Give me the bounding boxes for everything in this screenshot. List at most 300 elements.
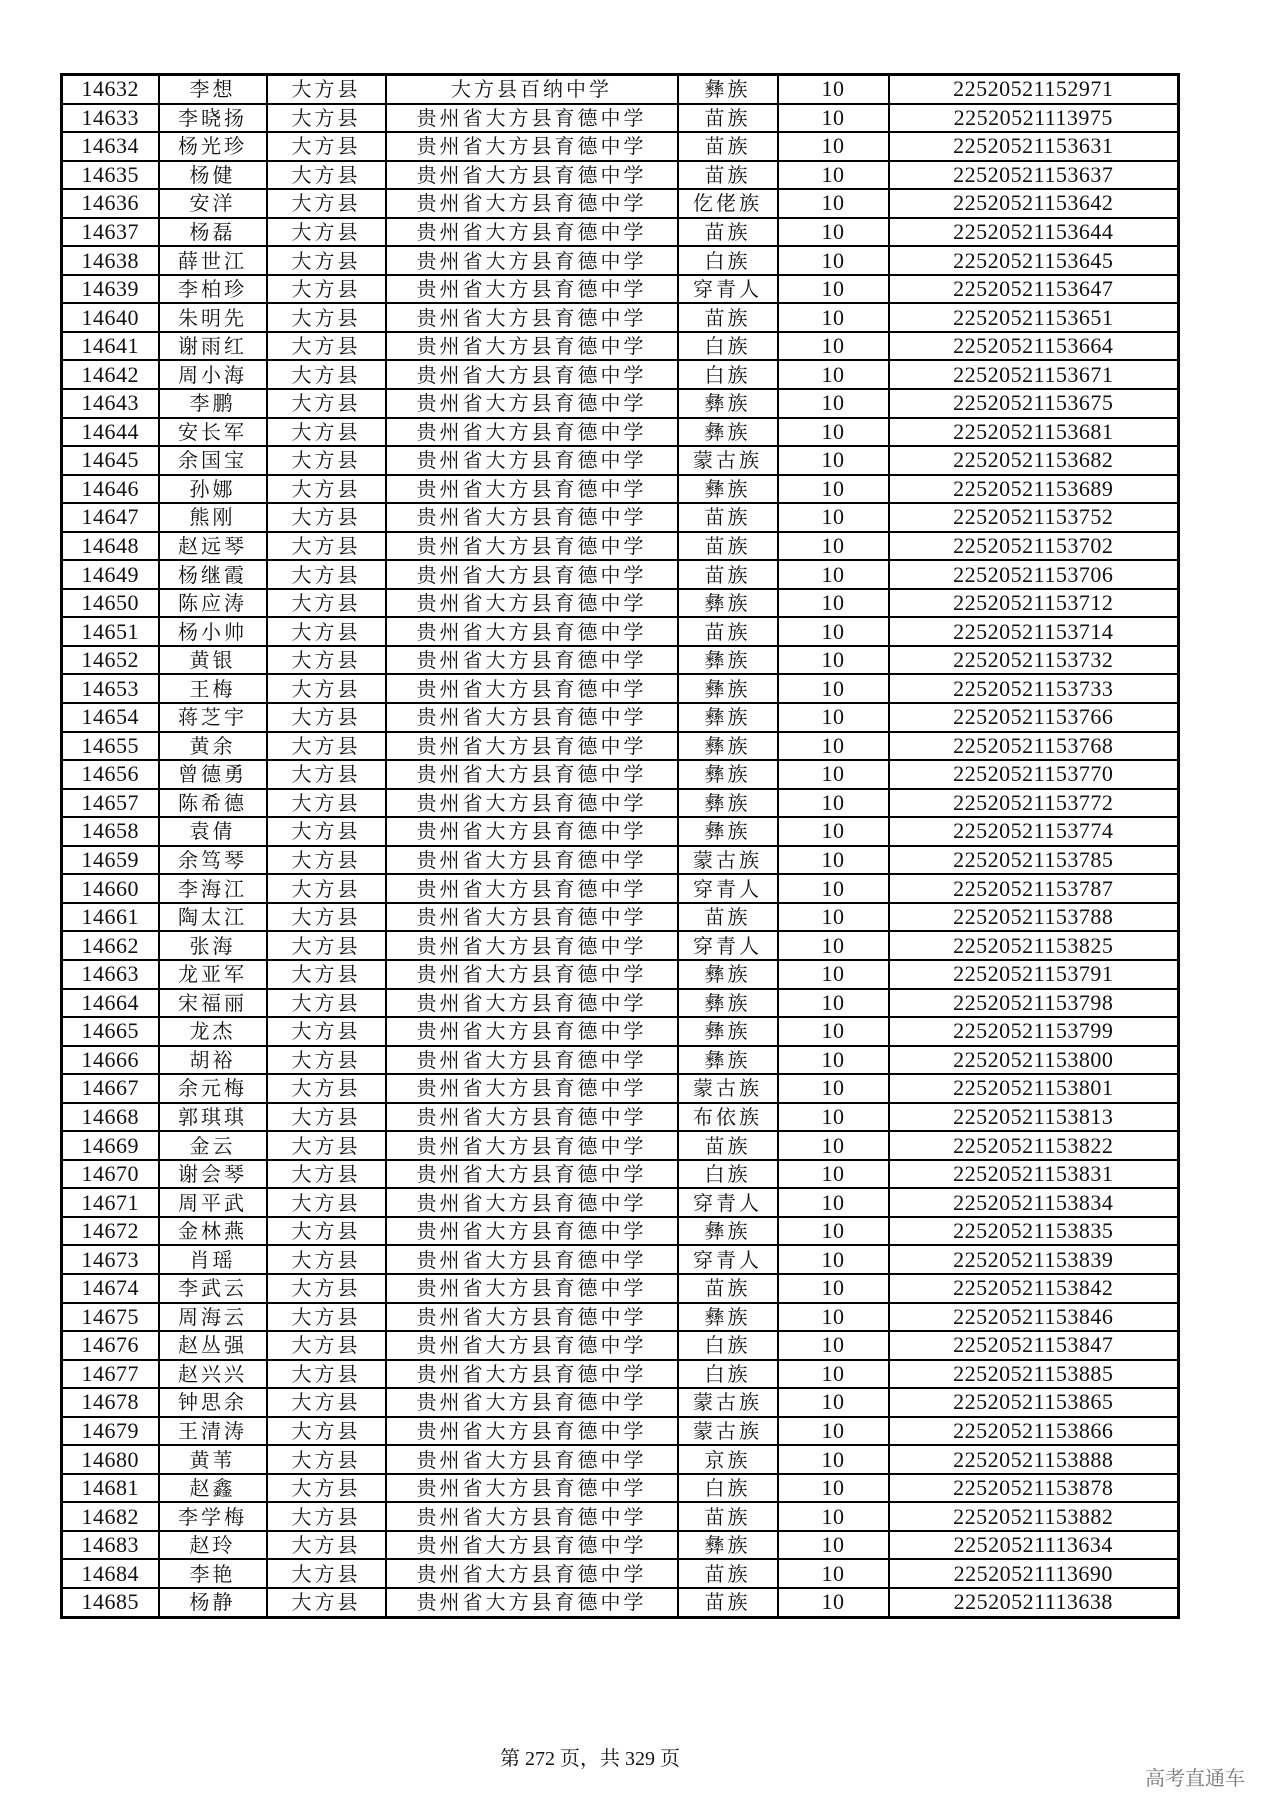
table-row <box>62 1131 1179 1160</box>
table-row <box>62 1217 1179 1246</box>
school-cell: 贵州省大方县育德中学 <box>386 1417 678 1446</box>
seq-cell: 14671 <box>62 1188 159 1217</box>
county-cell: 大方县 <box>267 703 386 732</box>
points-cell: 10 <box>778 1588 889 1617</box>
seq-cell: 14664 <box>62 989 159 1018</box>
points-cell: 10 <box>778 617 889 646</box>
table-row <box>62 332 1179 361</box>
name-cell: 余国宝 <box>159 446 267 475</box>
name-cell: 黄余 <box>159 732 267 761</box>
exam-id-cell: 22520521153706 <box>889 560 1179 589</box>
name-cell: 李学梅 <box>159 1502 267 1531</box>
school-cell: 贵州省大方县育德中学 <box>386 1474 678 1503</box>
seq-cell: 14668 <box>62 1103 159 1132</box>
school-cell: 贵州省大方县育德中学 <box>386 1588 678 1617</box>
exam-id-cell: 22520521153791 <box>889 960 1179 989</box>
school-cell: 贵州省大方县育德中学 <box>386 703 678 732</box>
exam-id-cell: 22520521153647 <box>889 275 1179 304</box>
points-cell: 10 <box>778 931 889 960</box>
ethnicity-cell: 彝族 <box>678 674 778 703</box>
ethnicity-cell: 蒙古族 <box>678 1074 778 1103</box>
table-row <box>62 589 1179 618</box>
county-cell: 大方县 <box>267 1245 386 1274</box>
ethnicity-cell: 彝族 <box>678 960 778 989</box>
table-row <box>62 1245 1179 1274</box>
ethnicity-cell: 彝族 <box>678 589 778 618</box>
school-cell: 贵州省大方县育德中学 <box>386 989 678 1018</box>
seq-cell: 14675 <box>62 1303 159 1332</box>
exam-id-cell: 22520521153645 <box>889 246 1179 275</box>
ethnicity-cell: 蒙古族 <box>678 846 778 875</box>
county-cell: 大方县 <box>267 1131 386 1160</box>
ethnicity-cell: 彝族 <box>678 789 778 818</box>
table-row <box>62 989 1179 1018</box>
table-row <box>62 104 1179 133</box>
table-row <box>62 960 1179 989</box>
ethnicity-cell: 白族 <box>678 1160 778 1189</box>
exam-id-cell: 22520521153675 <box>889 389 1179 418</box>
ethnicity-cell: 蒙古族 <box>678 1417 778 1446</box>
county-cell: 大方县 <box>267 1445 386 1474</box>
exam-id-cell: 22520521153766 <box>889 703 1179 732</box>
county-cell: 大方县 <box>267 161 386 190</box>
county-cell: 大方县 <box>267 1074 386 1103</box>
seq-cell: 14685 <box>62 1588 159 1617</box>
ethnicity-cell: 苗族 <box>678 1131 778 1160</box>
seq-cell: 14679 <box>62 1417 159 1446</box>
exam-id-cell: 22520521153888 <box>889 1445 1179 1474</box>
seq-cell: 14672 <box>62 1217 159 1246</box>
name-cell: 杨继霞 <box>159 560 267 589</box>
county-cell: 大方县 <box>267 418 386 447</box>
exam-id-cell: 22520521153798 <box>889 989 1179 1018</box>
seq-cell: 14683 <box>62 1531 159 1560</box>
table-row <box>62 1160 1179 1189</box>
ethnicity-cell: 彝族 <box>678 1017 778 1046</box>
points-cell: 10 <box>778 1103 889 1132</box>
table-row <box>62 218 1179 247</box>
school-cell: 贵州省大方县育德中学 <box>386 1502 678 1531</box>
exam-id-cell: 22520521153681 <box>889 418 1179 447</box>
points-cell: 10 <box>778 646 889 675</box>
county-cell: 大方县 <box>267 75 386 104</box>
ethnicity-cell: 彝族 <box>678 475 778 504</box>
county-cell: 大方县 <box>267 960 386 989</box>
seq-cell: 14652 <box>62 646 159 675</box>
ethnicity-cell: 蒙古族 <box>678 1388 778 1417</box>
county-cell: 大方县 <box>267 674 386 703</box>
name-cell: 王梅 <box>159 674 267 703</box>
ethnicity-cell: 苗族 <box>678 532 778 561</box>
school-cell: 贵州省大方县育德中学 <box>386 1360 678 1389</box>
points-cell: 10 <box>778 503 889 532</box>
ethnicity-cell: 彝族 <box>678 389 778 418</box>
exam-id-cell: 22520521153631 <box>889 132 1179 161</box>
table-row <box>62 446 1179 475</box>
school-cell: 贵州省大方县育德中学 <box>386 275 678 304</box>
points-cell: 10 <box>778 846 889 875</box>
ethnicity-cell: 仡佬族 <box>678 189 778 218</box>
table-row <box>62 903 1179 932</box>
seq-cell: 14660 <box>62 874 159 903</box>
exam-id-cell: 22520521153846 <box>889 1303 1179 1332</box>
school-cell: 贵州省大方县育德中学 <box>386 846 678 875</box>
name-cell: 金云 <box>159 1131 267 1160</box>
points-cell: 10 <box>778 1417 889 1446</box>
points-cell: 10 <box>778 1502 889 1531</box>
points-cell: 10 <box>778 332 889 361</box>
name-cell: 黄银 <box>159 646 267 675</box>
ethnicity-cell: 白族 <box>678 360 778 389</box>
page-indicator: 第 272 页，共 329 页 <box>500 1748 680 1770</box>
table-row <box>62 1331 1179 1360</box>
points-cell: 10 <box>778 1188 889 1217</box>
table-row <box>62 303 1179 332</box>
exam-id-cell: 22520521153813 <box>889 1103 1179 1132</box>
table-row <box>62 532 1179 561</box>
points-cell: 10 <box>778 104 889 133</box>
table-row <box>62 1103 1179 1132</box>
county-cell: 大方县 <box>267 1360 386 1389</box>
points-cell: 10 <box>778 418 889 447</box>
seq-cell: 14677 <box>62 1360 159 1389</box>
seq-cell: 14637 <box>62 218 159 247</box>
school-cell: 贵州省大方县育德中学 <box>386 960 678 989</box>
seq-cell: 14666 <box>62 1046 159 1075</box>
points-cell: 10 <box>778 218 889 247</box>
name-cell: 赵远琴 <box>159 532 267 561</box>
school-cell: 贵州省大方县育德中学 <box>386 189 678 218</box>
exam-id-cell: 22520521153825 <box>889 931 1179 960</box>
seq-cell: 14674 <box>62 1274 159 1303</box>
table-row <box>62 817 1179 846</box>
seq-cell: 14634 <box>62 132 159 161</box>
name-cell: 周平武 <box>159 1188 267 1217</box>
name-cell: 李想 <box>159 75 267 104</box>
points-cell: 10 <box>778 1531 889 1560</box>
seq-cell: 14647 <box>62 503 159 532</box>
points-cell: 10 <box>778 75 889 104</box>
ethnicity-cell: 苗族 <box>678 218 778 247</box>
table-row <box>62 1588 1179 1617</box>
name-cell: 胡裕 <box>159 1046 267 1075</box>
name-cell: 钟思余 <box>159 1388 267 1417</box>
school-cell: 贵州省大方县育德中学 <box>386 532 678 561</box>
exam-id-cell: 22520521153878 <box>889 1474 1179 1503</box>
exam-id-cell: 22520521113690 <box>889 1559 1179 1588</box>
table-row <box>62 246 1179 275</box>
table-row <box>62 1417 1179 1446</box>
ethnicity-cell: 白族 <box>678 1360 778 1389</box>
school-cell: 贵州省大方县育德中学 <box>386 332 678 361</box>
name-cell: 赵玲 <box>159 1531 267 1560</box>
school-cell: 贵州省大方县育德中学 <box>386 132 678 161</box>
county-cell: 大方县 <box>267 1303 386 1332</box>
county-cell: 大方县 <box>267 1531 386 1560</box>
exam-id-cell: 22520521153834 <box>889 1188 1179 1217</box>
school-cell: 贵州省大方县育德中学 <box>386 789 678 818</box>
seq-cell: 14657 <box>62 789 159 818</box>
name-cell: 王清涛 <box>159 1417 267 1446</box>
county-cell: 大方县 <box>267 132 386 161</box>
table-row <box>62 475 1179 504</box>
name-cell: 安长军 <box>159 418 267 447</box>
points-cell: 10 <box>778 703 889 732</box>
name-cell: 蒋芝宇 <box>159 703 267 732</box>
table-row <box>62 161 1179 190</box>
exam-id-cell: 22520521153642 <box>889 189 1179 218</box>
table-row <box>62 760 1179 789</box>
seq-cell: 14669 <box>62 1131 159 1160</box>
name-cell: 赵鑫 <box>159 1474 267 1503</box>
name-cell: 郭琪琪 <box>159 1103 267 1132</box>
school-cell: 贵州省大方县育德中学 <box>386 1531 678 1560</box>
ethnicity-cell: 苗族 <box>678 303 778 332</box>
county-cell: 大方县 <box>267 1160 386 1189</box>
points-cell: 10 <box>778 760 889 789</box>
points-cell: 10 <box>778 960 889 989</box>
name-cell: 李武云 <box>159 1274 267 1303</box>
county-cell: 大方县 <box>267 1103 386 1132</box>
school-cell: 大方县百纳中学 <box>386 75 678 104</box>
seq-cell: 14636 <box>62 189 159 218</box>
name-cell: 杨小帅 <box>159 617 267 646</box>
ethnicity-cell: 彝族 <box>678 760 778 789</box>
school-cell: 贵州省大方县育德中学 <box>386 646 678 675</box>
county-cell: 大方县 <box>267 303 386 332</box>
school-cell: 贵州省大方县育德中学 <box>386 931 678 960</box>
points-cell: 10 <box>778 532 889 561</box>
points-cell: 10 <box>778 1160 889 1189</box>
table-row <box>62 931 1179 960</box>
county-cell: 大方县 <box>267 1388 386 1417</box>
school-cell: 贵州省大方县育德中学 <box>386 560 678 589</box>
seq-cell: 14667 <box>62 1074 159 1103</box>
ethnicity-cell: 白族 <box>678 332 778 361</box>
name-cell: 周小海 <box>159 360 267 389</box>
seq-cell: 14663 <box>62 960 159 989</box>
table-row <box>62 1474 1179 1503</box>
county-cell: 大方县 <box>267 1331 386 1360</box>
county-cell: 大方县 <box>267 532 386 561</box>
county-cell: 大方县 <box>267 1474 386 1503</box>
school-cell: 贵州省大方县育德中学 <box>386 760 678 789</box>
table-row <box>62 360 1179 389</box>
school-cell: 贵州省大方县育德中学 <box>386 360 678 389</box>
county-cell: 大方县 <box>267 789 386 818</box>
school-cell: 贵州省大方县育德中学 <box>386 418 678 447</box>
seq-cell: 14646 <box>62 475 159 504</box>
ethnicity-cell: 白族 <box>678 246 778 275</box>
exam-id-cell: 22520521113634 <box>889 1531 1179 1560</box>
county-cell: 大方县 <box>267 646 386 675</box>
table-row <box>62 1046 1179 1075</box>
school-cell: 贵州省大方县育德中学 <box>386 732 678 761</box>
ethnicity-cell: 穿青人 <box>678 874 778 903</box>
table-row <box>62 418 1179 447</box>
school-cell: 贵州省大方县育德中学 <box>386 218 678 247</box>
points-cell: 10 <box>778 1303 889 1332</box>
name-cell: 肖瑶 <box>159 1245 267 1274</box>
exam-id-cell: 22520521153772 <box>889 789 1179 818</box>
seq-cell: 14682 <box>62 1502 159 1531</box>
ethnicity-cell: 白族 <box>678 1331 778 1360</box>
county-cell: 大方县 <box>267 246 386 275</box>
seq-cell: 14673 <box>62 1245 159 1274</box>
exam-id-cell: 22520521153842 <box>889 1274 1179 1303</box>
school-cell: 贵州省大方县育德中学 <box>386 1017 678 1046</box>
exam-id-cell: 22520521153831 <box>889 1160 1179 1189</box>
points-cell: 10 <box>778 1274 889 1303</box>
exam-id-cell: 22520521153788 <box>889 903 1179 932</box>
exam-id-cell: 22520521153733 <box>889 674 1179 703</box>
school-cell: 贵州省大方县育德中学 <box>386 589 678 618</box>
exam-id-cell: 22520521153768 <box>889 732 1179 761</box>
county-cell: 大方县 <box>267 817 386 846</box>
school-cell: 贵州省大方县育德中学 <box>386 874 678 903</box>
exam-id-cell: 22520521153787 <box>889 874 1179 903</box>
ethnicity-cell: 苗族 <box>678 132 778 161</box>
school-cell: 贵州省大方县育德中学 <box>386 1160 678 1189</box>
table-row <box>62 646 1179 675</box>
name-cell: 熊刚 <box>159 503 267 532</box>
exam-id-cell: 22520521153682 <box>889 446 1179 475</box>
points-cell: 10 <box>778 1017 889 1046</box>
ethnicity-cell: 彝族 <box>678 989 778 1018</box>
seq-cell: 14651 <box>62 617 159 646</box>
seq-cell: 14653 <box>62 674 159 703</box>
county-cell: 大方县 <box>267 218 386 247</box>
ethnicity-cell: 穿青人 <box>678 1188 778 1217</box>
points-cell: 10 <box>778 475 889 504</box>
school-cell: 贵州省大方县育德中学 <box>386 1046 678 1075</box>
name-cell: 李柏珍 <box>159 275 267 304</box>
county-cell: 大方县 <box>267 1046 386 1075</box>
points-cell: 10 <box>778 132 889 161</box>
county-cell: 大方县 <box>267 275 386 304</box>
school-cell: 贵州省大方县育德中学 <box>386 1131 678 1160</box>
name-cell: 薛世江 <box>159 246 267 275</box>
school-cell: 贵州省大方县育德中学 <box>386 1103 678 1132</box>
table-row <box>62 189 1179 218</box>
exam-id-cell: 22520521153651 <box>889 303 1179 332</box>
points-cell: 10 <box>778 874 889 903</box>
ethnicity-cell: 穿青人 <box>678 1245 778 1274</box>
county-cell: 大方县 <box>267 989 386 1018</box>
ethnicity-cell: 苗族 <box>678 1502 778 1531</box>
seq-cell: 14645 <box>62 446 159 475</box>
points-cell: 10 <box>778 1360 889 1389</box>
name-cell: 龙亚军 <box>159 960 267 989</box>
name-cell: 谢会琴 <box>159 1160 267 1189</box>
seq-cell: 14655 <box>62 732 159 761</box>
name-cell: 杨光珍 <box>159 132 267 161</box>
points-cell: 10 <box>778 732 889 761</box>
seq-cell: 14640 <box>62 303 159 332</box>
exam-id-cell: 22520521153689 <box>889 475 1179 504</box>
school-cell: 贵州省大方县育德中学 <box>386 475 678 504</box>
exam-id-cell: 22520521153714 <box>889 617 1179 646</box>
ethnicity-cell: 苗族 <box>678 1274 778 1303</box>
county-cell: 大方县 <box>267 903 386 932</box>
name-cell: 余元梅 <box>159 1074 267 1103</box>
name-cell: 宋福丽 <box>159 989 267 1018</box>
table-row <box>62 789 1179 818</box>
table-row <box>62 1559 1179 1588</box>
points-cell: 10 <box>778 1074 889 1103</box>
ethnicity-cell: 彝族 <box>678 646 778 675</box>
points-cell: 10 <box>778 560 889 589</box>
points-cell: 10 <box>778 389 889 418</box>
points-cell: 10 <box>778 246 889 275</box>
ethnicity-cell: 穿青人 <box>678 275 778 304</box>
ethnicity-cell: 苗族 <box>678 903 778 932</box>
ethnicity-cell: 布依族 <box>678 1103 778 1132</box>
ethnicity-cell: 彝族 <box>678 817 778 846</box>
seq-cell: 14638 <box>62 246 159 275</box>
ethnicity-cell: 彝族 <box>678 1531 778 1560</box>
exam-id-cell: 22520521153752 <box>889 503 1179 532</box>
county-cell: 大方县 <box>267 1017 386 1046</box>
exam-id-cell: 22520521153839 <box>889 1245 1179 1274</box>
seq-cell: 14659 <box>62 846 159 875</box>
ethnicity-cell: 苗族 <box>678 617 778 646</box>
name-cell: 陶太江 <box>159 903 267 932</box>
county-cell: 大方县 <box>267 1188 386 1217</box>
exam-id-cell: 22520521153885 <box>889 1360 1179 1389</box>
table-row <box>62 1074 1179 1103</box>
county-cell: 大方县 <box>267 732 386 761</box>
table-row <box>62 732 1179 761</box>
name-cell: 李艳 <box>159 1559 267 1588</box>
exam-id-cell: 22520521153865 <box>889 1388 1179 1417</box>
name-cell: 孙娜 <box>159 475 267 504</box>
school-cell: 贵州省大方县育德中学 <box>386 1388 678 1417</box>
name-cell: 陈希德 <box>159 789 267 818</box>
exam-id-cell: 22520521153774 <box>889 817 1179 846</box>
ethnicity-cell: 彝族 <box>678 1046 778 1075</box>
ethnicity-cell: 京族 <box>678 1445 778 1474</box>
ethnicity-cell: 苗族 <box>678 560 778 589</box>
name-cell: 李鹏 <box>159 389 267 418</box>
school-cell: 贵州省大方县育德中学 <box>386 161 678 190</box>
county-cell: 大方县 <box>267 360 386 389</box>
ethnicity-cell: 白族 <box>678 1474 778 1503</box>
county-cell: 大方县 <box>267 760 386 789</box>
name-cell: 周海云 <box>159 1303 267 1332</box>
name-cell: 金林燕 <box>159 1217 267 1246</box>
seq-cell: 14670 <box>62 1160 159 1189</box>
exam-id-cell: 22520521153801 <box>889 1074 1179 1103</box>
school-cell: 贵州省大方县育德中学 <box>386 617 678 646</box>
county-cell: 大方县 <box>267 332 386 361</box>
school-cell: 贵州省大方县育德中学 <box>386 1188 678 1217</box>
exam-id-cell: 22520521113975 <box>889 104 1179 133</box>
points-cell: 10 <box>778 1331 889 1360</box>
exam-id-cell: 22520521153835 <box>889 1217 1179 1246</box>
ethnicity-cell: 苗族 <box>678 503 778 532</box>
seq-cell: 14648 <box>62 532 159 561</box>
exam-id-cell: 22520521153822 <box>889 1131 1179 1160</box>
school-cell: 贵州省大方县育德中学 <box>386 674 678 703</box>
points-cell: 10 <box>778 589 889 618</box>
seq-cell: 14662 <box>62 931 159 960</box>
county-cell: 大方县 <box>267 589 386 618</box>
roster-table <box>60 73 1180 1619</box>
county-cell: 大方县 <box>267 475 386 504</box>
school-cell: 贵州省大方县育德中学 <box>386 1245 678 1274</box>
points-cell: 10 <box>778 446 889 475</box>
